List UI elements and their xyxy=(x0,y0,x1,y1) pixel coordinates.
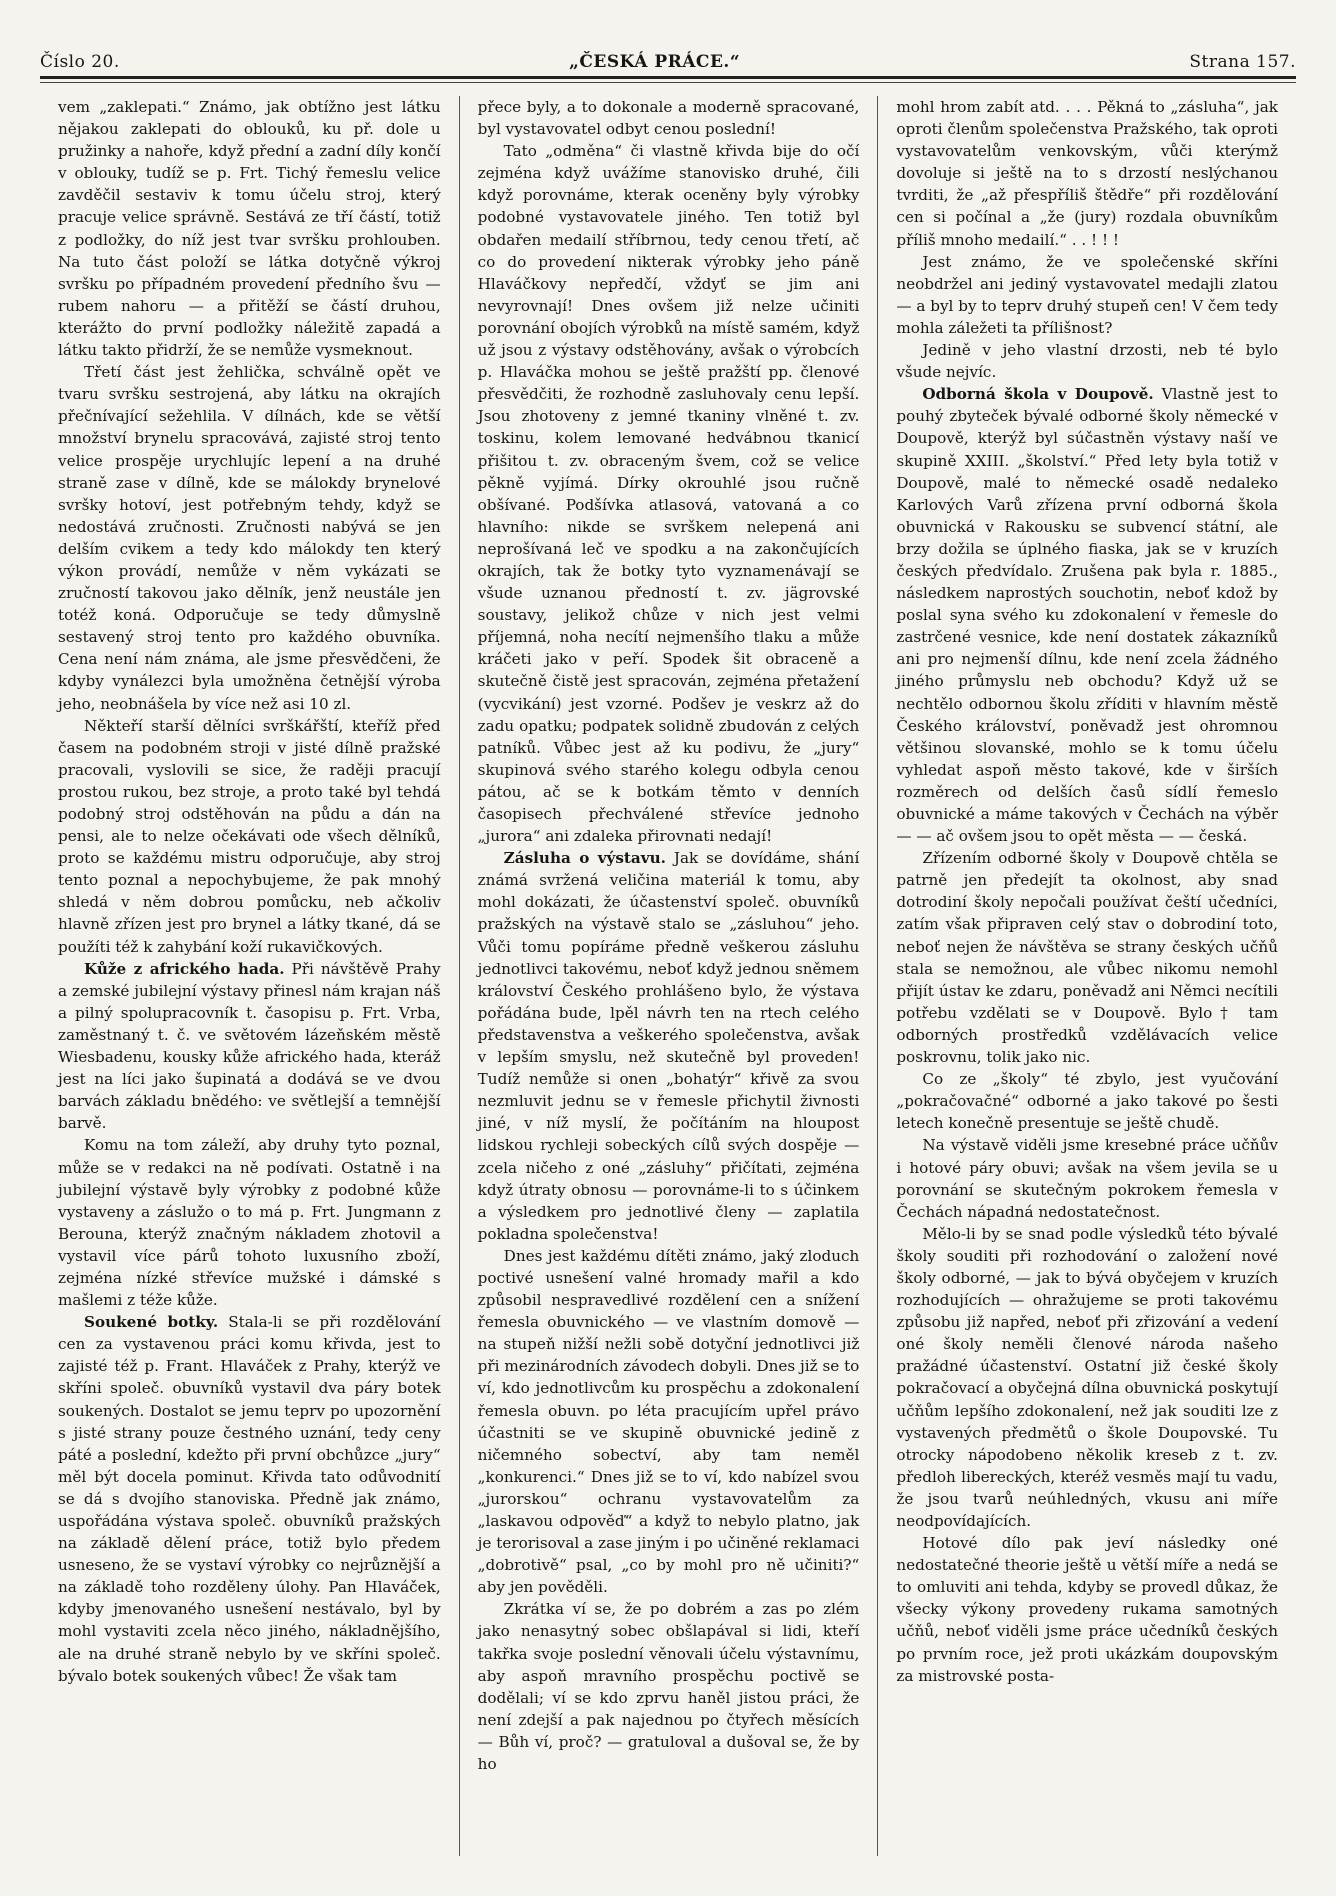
paragraph xyxy=(896,1068,1278,1134)
paragraph xyxy=(58,361,441,715)
paragraph xyxy=(478,1598,860,1775)
paragraph-text: Tato „odměna“ či vlastně křivda bije do očí zejména když uvážíme stanovisko druhé, čili když porovnáme, kterak oceněny byly výrobky podobné vystavovatele jiného. Ten totiž byl obdařen medailí stříbrnou, tedy cenou třetí, ač co do provedení nikterak výrobky jeho páně Hlaváčkovy nepředčí, vždyť se jim ani nevyrovnají! Dnes ovšem již nelze učiniti porovnání obojích výrobků na místě samém, když už jsou z výstavy odstěhovány, avšak o výrobcích p. Hlaváčka mohou se ještě pražští pp. členové přesvědčiti, že rozhodně zasluhovaly cenu lepší. Jsou zhotoveny z jemné tkaniny vlněné t. zv. toskinu, kolem lemované hedvábnou tkanicí přišitou t. zv. obraceným švem, což se velice pěkně vyjímá. Dírky okrouhlé jsou ručně obšívané. Podšívka atlasová, vatovaná a co hlavního: nikde se svrškem nelepená ani neprošívaná leč ve spodku a na zakončujících okrajích, tak že botky tyto vyznamenávají se všude uznanou předností t. zv. jägrovské soustavy, jelikož chůze v nich jest velmi příjemná, noha necítí nejmenšího tlaku a může kráčeti jako v peří. Spodek šit obraceně a skutečně čistě jest spracován, zejména přetažení (vycvikání) jest vzorné. Podšev je veskrz až do zadu opatku; podpatek solidně zbudován z celých patníků. Vůbec jest až ku podivu, že „jury“ skupinová svého starého kolegu odbyla cenou pátou, ač se k botkám těmto v denních časopisech přechválené střevíce jednoho „jurora“ ani zdaleka přirovnati nedají! xyxy=(477,142,860,846)
article-columns xyxy=(40,96,1296,1856)
header-rule xyxy=(40,76,1296,79)
paragraph-text: mohl hrom zabít atd. . . . Pěkná to „zásluha“, jak oproti členům společenstva Pražského, tak oproti vystavovatelům venkovským, vůči kterýmž dovoluje si ještě na to s drzostí neslýchanou tvrditi, že „až přespříliš štědře“ při rozdělování cen si počínal a „že (jury) rozdala obuvníkům příliš mnoho medailí.“ . . ! ! ! xyxy=(896,98,1278,249)
paragraph-text: Dnes jest každému dítěti známo, jaký zloduch poctivé usnešení valné hromady mařil a kdo způsobil nespravedlivé rozdělení cen a snížení řemesla obuvnického — ve vlastním domově — na stupeň nižší nežli sobě dotyční jednotlivci již při mezinárodních závodech dobyli. Dnes již se to ví, kdo jednotlivcům ku prospěchu a zdokonalení řemesla obuvn. po léta pracujícím upřel právo účastniti se ve skupině obuvnické jedině z ničemného sobectví, aby tam neměl „konkurenci.“ Dnes již se to ví, kdo nabízel svou „jurorskou“ ochranu vystavovatelům za „laskavou odpověď“ a když to nebylo platno, jak je terorisoval a zase jiným i po učiněné reklamaci „dobrotivě“ psal, „co by mohl pro ně učiniti?“ aby jen pověděli. xyxy=(477,1246,860,1597)
paragraph-text: Hotové dílo pak jeví následky oné nedostatečné theorie ještě u větší míře a nedá se to omluviti ani tehda, kdyby se provedl důkaz, že všecky výkony provedeny rukama samotných učňů, neboť viděli jsme práce učedníků českých po prvním roce, jež proti ukázkám doupovským za mistrovské posta- xyxy=(896,1534,1278,1685)
header-rule-thin xyxy=(40,82,1296,83)
paragraph-text: Zkrátka ví se, že po dobrém a zas po zlém jako nenasytný sobec obšlapával si lidi, kteří takřka svoje poslední věnovali účelu výstavnímu, aby aspoň mravního prospěchu poctivě se dodělali; ví se kdo zprvu haněl jistou práci, že není zdejší a pak najednou po čtyřech měsících — Bůh ví, proč? — gratuloval a dušoval se, že by ho xyxy=(477,1600,860,1774)
page-header xyxy=(40,38,1296,72)
publication-title: „ČESKÁ PRÁCE.“ xyxy=(569,52,741,72)
column-2 xyxy=(459,96,878,1856)
paragraph xyxy=(896,847,1278,1068)
column-1 xyxy=(40,96,459,1856)
paragraph xyxy=(896,1223,1278,1532)
paragraph xyxy=(478,96,860,140)
paragraph xyxy=(896,1134,1278,1222)
paragraph xyxy=(478,140,860,847)
paragraph xyxy=(896,251,1278,339)
paragraph xyxy=(58,958,441,1135)
section-heading: Odborná škola v Doupově. xyxy=(922,385,1154,404)
paragraph xyxy=(896,1532,1278,1687)
paragraph-text: Komu na tom záleží, aby druhy tyto poznal, může se v redakci na ně podívati. Ostatně i na jubilejní výstavě byly výrobky z podobné kůže vystaveny a záslužo o to má p. Frt. Jungmann z Berouna, kterýž značným nákladem zhotovil a vystavil více párů tohoto luxusního zboží, zejména nízké střevíce mužské i dámské s mašlemi z téže kůže. xyxy=(58,1136,441,1310)
paragraph xyxy=(58,1311,441,1687)
paragraph-text: Při návštěvě Prahy a zemské jubilejní výstavy přinesl nám krajan náš a pilný spolupracovník t. časopisu p. Frt. Vrba, zaměstnaný t. č. ve světovém lázeňském městě Wiesbadenu, kousky kůže afrického hada, kteráž jest na líci jako šupinatá a dodává se ve dvou barvách základu bnědého: ve světlejší a temnější barvě. xyxy=(58,959,441,1133)
paragraph-text: Mělo-li by se snad podle výsledků této bývalé školy souditi při rozhodování o založení nové školy odborné, — jak to bývá obyčejem v kruzích rozhodujících — ohražujeme se proti takovému způsobu již napřed, neboť při zřizování a vedení oné školy neměli členové národa našeho pražádné účastenství. Ostatní již české školy pokračovací a obyčejná dílna obuvnická poskytují učňům lepšího zdokonalení, než jak souditi lze z vystavených předmětů o škole Doupovské. Tu otrocky nápodobeno několik kreseb z t. zv. předloh libereckých, kteréž vesměs mají tu vadu, že jsou tvarů neúhledných, vkusu ani míře neodpovídajících. xyxy=(896,1224,1278,1530)
section-heading: Kůže z afrického hada. xyxy=(84,959,285,978)
paragraph-text: Vlastně jest to pouhý zbyteček bývalé odborné školy německé v Doupově, kterýž byl súčastněn výstavy naší ve skupině XXIII. „školství.“ Před lety byla totiž v Doupově, malé to německé osadě nedaleko Karlových Varů zřízena první odborná škola obuvnická v Rakousku se subvencí státní, ale brzy dožila se úplného fiaska, jak se v kruzích českých předvídalo. Zrušena pak byla r. 1885., následkem naprostých souchotin, neboť kdož by poslal syna svého ku zdokonalení v řemesle do zastrčené vesnice, kde není dostatek zákazníků ani pro nejmenší dílnu, kde není zcela žádného jiného průmyslu neb obchodu? Když už se nechtělo odbornou školu zříditi v hlavním městě Českého království, poněvadž jest ohromnou většinou slovanské, mohlo se k tomu účelu vyhledat aspoň město takové, kde v širších rozměrech od delších časů sídlí řemeslo obuvnické a máme takových v Čechách na výběr — — ač ovšem jsou to opět města — — česká. xyxy=(896,385,1278,846)
paragraph xyxy=(896,383,1278,847)
paragraph-text: vem „zaklepati.“ Známo, jak obtížno jest látku nějakou zaklepati do oblouků, ku př. dole u pružinky a nahoře, když přední a zadní díly končí v oblouky, tudíž se p. Frt. Tichý řemeslu velice zavděčil sestaviv k tomu účelu stroj, který pracuje velice správně. Sestává ze tří částí, totiž z podložky, do níž jest tvar svršku prohlouben. Na tuto část položí se látka dotyčně výkroj svršku po případném provedení předního švu — rubem nahoru — a přitěží se částí druhou, kterážto do první podložky náležitě zapadá a látku takto přidrží, že se nemůže vysmeknout. xyxy=(58,98,441,360)
paragraph xyxy=(58,96,441,361)
column-3 xyxy=(877,96,1296,1856)
paragraph xyxy=(478,1245,860,1599)
paragraph-text: Zřízením odborné školy v Doupově chtěla se patrně jen předejít ta okolnost, aby snad dotrodiní školy nepočali používat čeští učedníci, zatím však připraven celý stav o dobrodiní toto, neboť nejen že návštěva se strany českých učňů stala se nemožnou, ale vůbec nikomu nemohl přijít ústav ke zdaru, poněvadž ani Němci necítili potřebu vzdělati se v Doupově. Bylo† tam odborných prostředků vzdělávacích velice poskrovnu, tolik jako nic. xyxy=(896,849,1278,1067)
section-heading: Zásluha o výstavu. xyxy=(503,849,666,868)
issue-number: Číslo 20. xyxy=(40,52,120,72)
paragraph xyxy=(896,96,1278,251)
paragraph-text: Co ze „školy“ té zbylo, jest vyučování „pokračovačné“ odborné a jako takové po šesti letech konečně presentuje se ještě chudě. xyxy=(896,1070,1278,1133)
paragraph-text: Jedině v jeho vlastní drzosti, neb té bylo všude nejvíc. xyxy=(896,341,1278,382)
paragraph-text: Jest známo, že ve společenské skříni neobdržel ani jediný vystavovatel medajli zlatou — a byl by to teprv druhý stupeň cen! V čem tedy mohla záležeti ta přílišnost? xyxy=(896,252,1278,337)
paragraph-text: Někteří starší dělníci svrškářští, kteříž před časem na podobném stroji v jisté dílně pražské pracovali, vyslovili se sice, že raději pracují prostou rukou, bez stroje, a proto také byl tehdá podobný stroj odstěhován na půdu a dán na pensi, ale to nelze očekávati ode všech dělníků, proto se každému mistru odporučuje, aby stroj tento poznal a nepochybujeme, že pak mnohý shledá v něm dobrou pomůcku, neb ačkoliv hlavně zřízen jest pro brynel a látky tkané, dá se použíti též k zahybání koží rukavičkových. xyxy=(58,716,441,956)
page-number: Strana 157. xyxy=(1189,52,1296,72)
paragraph xyxy=(58,1134,441,1311)
paragraph-text: přece byly, a to dokonale a moderně spracované, byl vystavovatel odbyt cenou poslední! xyxy=(477,98,860,139)
paragraph-text: Na výstavě viděli jsme kresebné práce učňův i hotové páry obuvi; avšak na všem jevila se u porovnání se skutečným pokrokem řemesla v Čechách nápadná nedostatečnost. xyxy=(896,1136,1278,1221)
paragraph-text: Jak se dovídáme, shání známá svržená veličina materiál k tomu, aby mohl dokázati, že účastenství společ. obuvníků pražských na výstavě stalo se „zásluhou“ jeho. Vůči tomu popíráme předně veškerou zásluhu jednotlivci takovému, neboť když jednou sněmem království Českého prohlášeno bylo, že výstava pořádána bude, lpěl návrh ten na rtech celého představenstva a veškerého společenstva, avšak v lepším smyslu, než skutečně byl proveden! Tudíž nemůže si onen „bohatýr“ křivě za svou nezmluvit jednu se v řemesle přichytil živnosti jiné, v níž myslí, že počítáním na hloupost lidskou rychleji sobeckých cílů svých dospěje — zcela ničeho z oné „zásluhy“ přičítati, zejména když útraty obnosu — porovnáme-li to s účinkem a výsledkem pro jednotlivé členy — zaplatila pokladna společenstva! xyxy=(477,849,860,1243)
paragraph xyxy=(896,339,1278,383)
paragraph-text: Třetí část jest žehlička, schválně opět ve tvaru svršku sestrojená, aby látku na okrajích přečnívající sežehlila. V dílnách, kde se větší množství brynelu spracovává, zajisté stroj tento velice prospěje urychlujíc lepení a na druhé straně zase v dílně, kde se málokdy brynelové svršky hotoví, jest potřebným tehdy, když se nedostává zručnosti. Zručnosti nabývá se jen delším cvikem a tedy kdo málokdy ten který výkon provádí, nemůže v něm vykázati se zručností takovou jako dělník, jenž neustále jen totéž koná. Odporučuje se tedy důmyslně sestavený stroj tento pro každého obuvníka. Cena není nám známa, ale jsme přesvědčeni, že kdyby vynálezci byla umožněna četnější výroba jeho, neobnášela by více než asi 10 zl. xyxy=(58,363,441,713)
paragraph xyxy=(58,715,441,958)
section-heading: Soukené botky. xyxy=(84,1313,219,1332)
paragraph-text: Stala-li se při rozdělování cen za vystavenou práci komu křivda, jest to zajisté též p. Frant. Hlaváček z Prahy, kterýž ve skříni společ. obuvníků vystavil dva páry botek soukených. Dostalot se jemu teprv po upozornění s jisté strany pouze čestného uznání, tedy ceny páté a poslední, kdežto při první obchůzce „jury“ měl být docela pominut. Křivda tato odůvodnití se dá s dvojího stanoviska. Předně jak známo, uspořádána výstava společ. obuvníků pražských na základě dělení práce, totiž bylo předem usneseno, že se vystaví výrobky co nejrůznější a na základě toho rozděleny úlohy. Pan Hlaváček, kdyby jmenovaného usnešení nestávalo, byl by mohl vystaviti zcela něco jiného, nákladnějšího, ale na druhé straně nebylo by ve skříni společ. bývalo botek soukených vůbec! Že však tam xyxy=(58,1313,441,1685)
paragraph xyxy=(478,847,860,1245)
